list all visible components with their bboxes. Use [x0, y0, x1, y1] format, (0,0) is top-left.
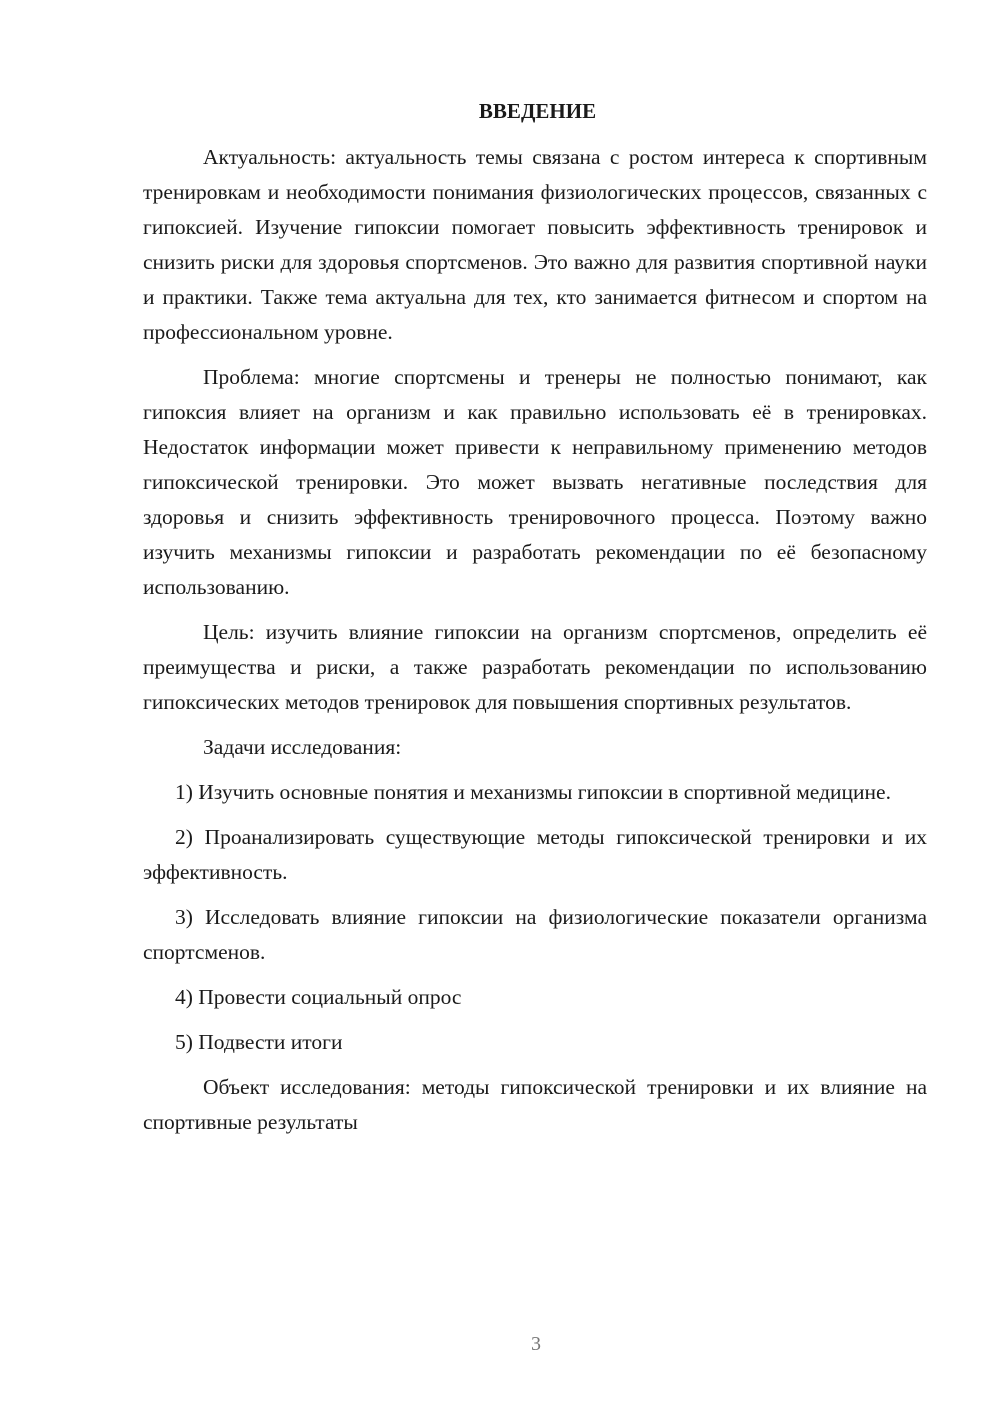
task-item-5: 5) Подвести итоги	[175, 1030, 343, 1054]
relevance-paragraph: Актуальность: актуальность темы связана с ростом интереса к спортивным тренировкам и необходимости понимания физиологических процессов, связанных с гипоксией. Изучение гипоксии помогает повысить эффективность тренировок и снизить риски для здоровья спортсменов. Это важно для развития спортивной науки и практики. Также тема актуальна для тех, кто занимается фитнесом и спортом на профессиональном уровне.	[143, 145, 927, 344]
task-item-2: 2) Проанализировать существующие методы гипоксической тренировки и их эффективность.	[143, 825, 927, 884]
task-item-3: 3) Исследовать влияние гипоксии на физиологические показатели организма спортсменов.	[143, 905, 927, 964]
object-paragraph: Объект исследования: методы гипоксической тренировки и их влияние на спортивные результаты	[143, 1075, 927, 1134]
document-page	[143, 96, 927, 1150]
page-title: ВВЕДЕНИЕ	[478, 99, 597, 123]
problem-paragraph: Проблема: многие спортсмены и тренеры не полностью понимают, как гипоксия влияет на организм и как правильно использовать её в тренировках. Недостаток информации может привести к неправильному применению методов гипоксической тренировки. Это может вызвать негативные последствия для здоровья и снизить эффективность тренировочного процесса. Поэтому важно изучить механизмы гипоксии и разработать рекомендации по её безопасному использованию.	[143, 365, 927, 599]
page-number: 3	[531, 1333, 541, 1355]
task-item-4: 4) Провести социальный опрос	[175, 985, 462, 1009]
goal-paragraph: Цель: изучить влияние гипоксии на организм спортсменов, определить её преимущества и риски, а также разработать рекомендации по использованию гипоксических методов тренировок для повышения спортивных результатов.	[143, 620, 927, 714]
tasks-heading: Задачи исследования:	[203, 735, 402, 759]
task-item-1: 1) Изучить основные понятия и механизмы гипоксии в спортивной медицине.	[175, 780, 891, 804]
